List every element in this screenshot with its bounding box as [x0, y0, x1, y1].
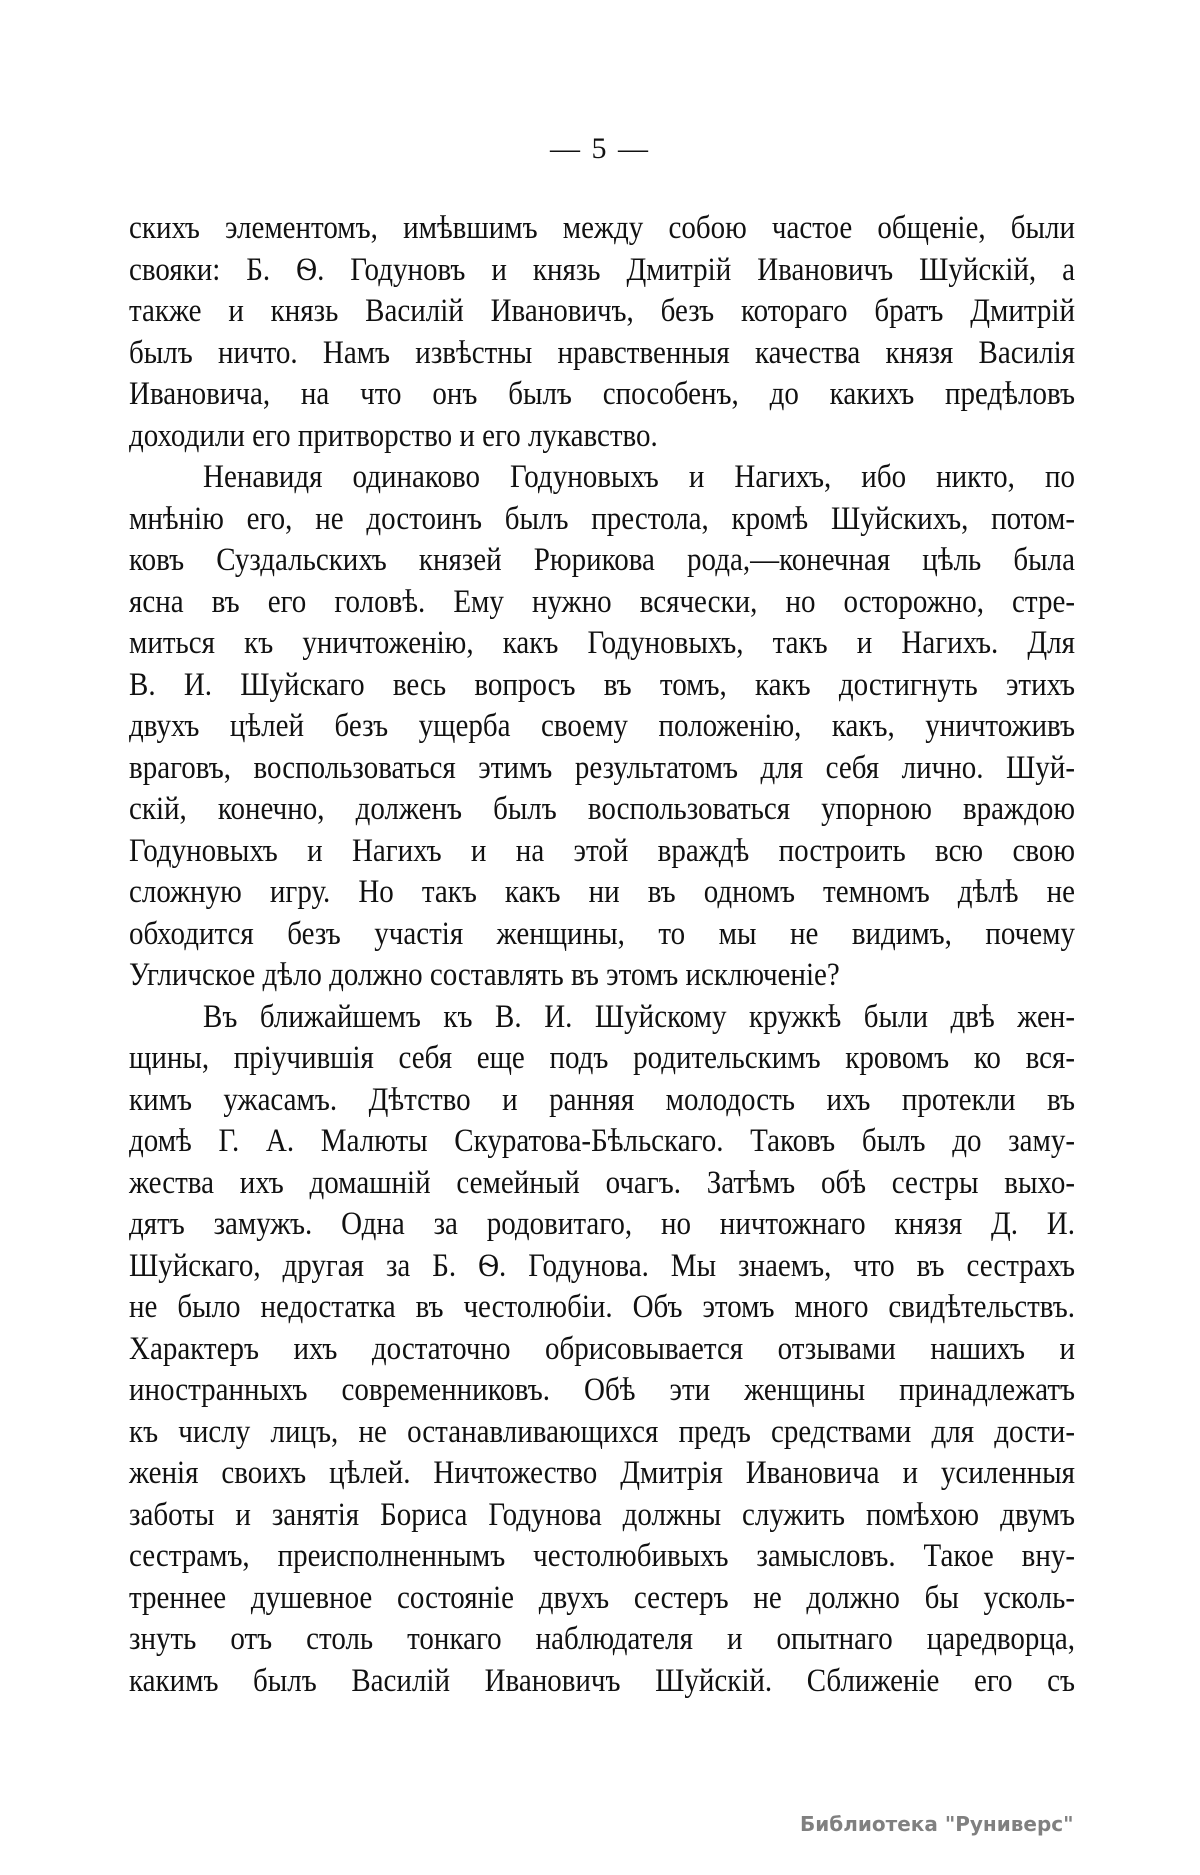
text-line: скій, конечно, долженъ былъ воспользоваться упорною враждою — [129, 790, 1075, 827]
paragraph — [129, 997, 1075, 1703]
text-line: мнѣнію его, не достоинъ былъ престола, кромѣ Шуйскихъ, потом- — [129, 500, 1075, 537]
text-line: какимъ былъ Василій Ивановичъ Шуйскій. Сближеніе его съ — [129, 1662, 1075, 1699]
text-line: свояки: Б. Ѳ. Годуновъ и князь Дмитрій Ивановичъ Шуйскій, а — [129, 251, 1075, 288]
text-line: женія своихъ цѣлей. Ничтожество Дмитрія Ивановича и усиленныя — [129, 1454, 1075, 1491]
page-number: — 5 — — [550, 132, 650, 165]
paragraph — [129, 208, 1075, 457]
text-line: скихъ элементомъ, имѣвшимъ между собою частое общеніе, были — [129, 209, 1075, 246]
text-line: Ивановича, на что онъ былъ способенъ, до какихъ предѣловъ — [129, 375, 1075, 412]
text-line: двухъ цѣлей безъ ущерба своему положенію, какъ, уничтоживъ — [129, 707, 1075, 744]
text-line: Годуновыхъ и Нагихъ и на этой враждѣ построить всю свою — [129, 832, 1075, 869]
text-line: сложную игру. Но такъ какъ ни въ одномъ темномъ дѣлѣ не — [129, 873, 1075, 910]
text-line: обходится безъ участія женщины, то мы не видимъ, почему — [129, 915, 1075, 952]
text-line: заботы и занятія Бориса Годунова должны служить помѣхою двумъ — [129, 1496, 1075, 1533]
library-watermark: Библиотека "Руниверс" — [800, 1812, 1074, 1836]
text-line: доходили его притворство и его лукавство. — [129, 417, 658, 454]
text-line: враговъ, воспользоваться этимъ результатомъ для себя лично. Шуй- — [129, 749, 1075, 786]
text-line: жества ихъ домашній семейный очагъ. Затѣмъ обѣ сестры выхо- — [129, 1164, 1075, 1201]
text-line: ясна въ его головѣ. Ему нужно всячески, но осторожно, стре- — [129, 583, 1075, 620]
text-line: Угличское дѣло должно составлять въ этомъ исключеніе? — [129, 956, 840, 993]
text-line: иностранныхъ современниковъ. Обѣ эти женщины принадлежатъ — [129, 1371, 1075, 1408]
text-line: Ненавидя одинаково Годуновыхъ и Нагихъ, ибо никто, по — [203, 458, 1075, 495]
text-line: домѣ Г. А. Малюты Скуратова-Бѣльскаго. Таковъ былъ до заму- — [129, 1122, 1075, 1159]
text-line: также и князь Василій Ивановичъ, безъ котораго братъ Дмитрій — [129, 292, 1075, 329]
text-line: къ числу лицъ, не останавливающихся предъ средствами для дости- — [129, 1413, 1075, 1450]
text-line: Шуйскаго, другая за Б. Ѳ. Годунова. Мы знаемъ, что въ сестрахъ — [129, 1247, 1075, 1284]
text-line: ковъ Суздальскихъ князей Рюрикова рода,—конечная цѣль была — [129, 541, 1075, 578]
body-text — [129, 208, 1075, 1702]
text-line: Характеръ ихъ достаточно обрисовывается отзывами нашихъ и — [129, 1330, 1075, 1367]
text-line: былъ ничто. Намъ извѣстны нравственныя качества князя Василія — [129, 334, 1075, 371]
text-line: щины, пріучившія себя еще подъ родительскимъ кровомъ ко вся- — [129, 1039, 1075, 1076]
text-line: знуть отъ столь тонкаго наблюдателя и опытнаго царедворца, — [129, 1620, 1075, 1657]
text-line: кимъ ужасамъ. Дѣтство и ранняя молодость ихъ протекли въ — [129, 1081, 1075, 1118]
text-line: треннее душевное состояніе двухъ сестеръ не должно бы усколь- — [129, 1579, 1075, 1616]
paragraph — [129, 457, 1075, 997]
text-line: миться къ уничтоженію, какъ Годуновыхъ, такъ и Нагихъ. Для — [129, 624, 1075, 661]
text-line: В. И. Шуйскаго весь вопросъ въ томъ, какъ достигнуть этихъ — [129, 666, 1075, 703]
text-line: Въ ближайшемъ къ В. И. Шуйскому кружкѣ были двѣ жен- — [203, 998, 1075, 1035]
text-line: дятъ замужъ. Одна за родовитаго, но ничтожнаго князя Д. И. — [129, 1205, 1075, 1242]
text-line: не было недостатка въ честолюбіи. Объ этомъ много свидѣтельствъ. — [129, 1288, 1075, 1325]
text-line: сестрамъ, преисполненнымъ честолюбивыхъ замысловъ. Такое вну- — [129, 1537, 1075, 1574]
